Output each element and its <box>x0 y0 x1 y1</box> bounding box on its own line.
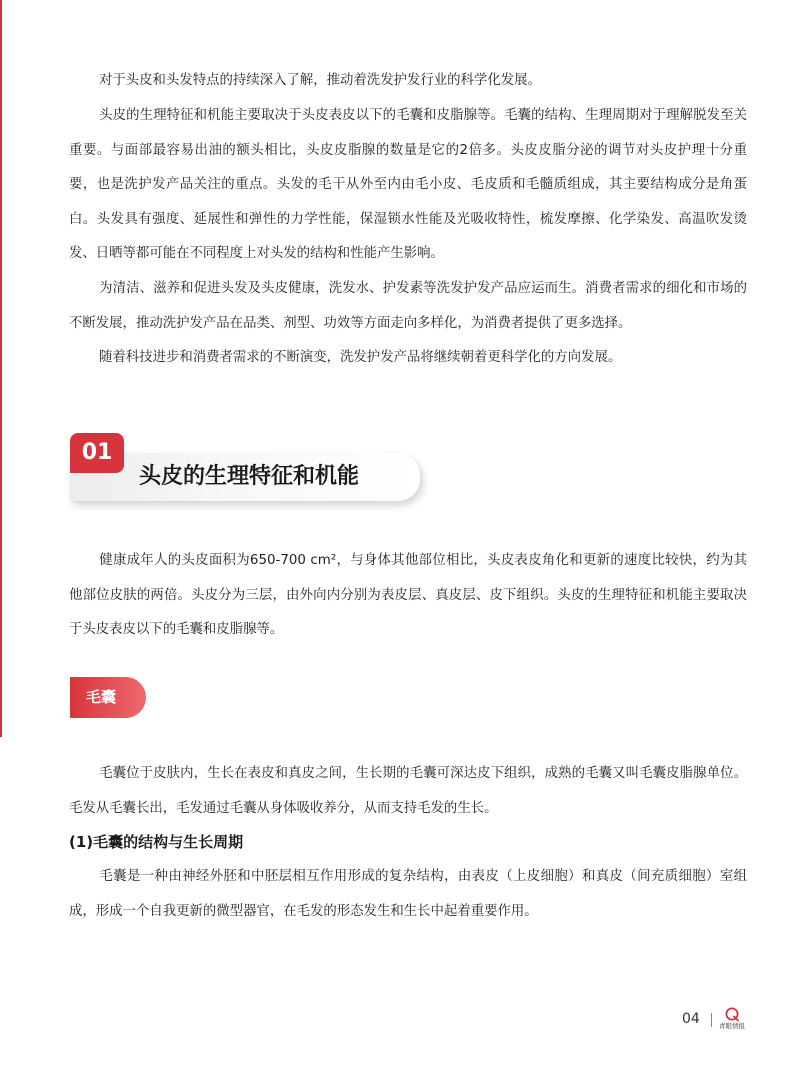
section-heading <box>70 433 422 505</box>
intro-paragraph-1: 对于头皮和头发特点的持续深入了解，推动着洗发护发行业的科学化发展。 <box>99 73 541 88</box>
subsection-heading: (1)毛囊的结构与生长周期 <box>69 833 244 851</box>
section-paragraph-1: 健康成年人的头皮面积为650-700 cm²，与身体其他部位相比，头皮表皮角化和更新的速度比较快，约为其他部位皮肤的两倍。头皮分为三层，由外向内分别为表皮层、真皮层、皮下组织。头皮的生理特征和机能主要取决于头皮表皮以下的毛囊和皮脂腺等。 <box>69 553 747 638</box>
logo-text: 青眼情报 <box>719 1022 745 1030</box>
subsection-paragraph-1: 毛囊位于皮肤内，生长在表皮和真皮之间，生长期的毛囊可深达皮下组织，成熟的毛囊又叫毛囊皮脂腺单位。毛发从毛囊长出，毛发通过毛囊从身体吸收养分，从而支持毛发的生长。 <box>69 766 747 816</box>
subsection-tag: 毛囊 <box>70 677 146 718</box>
subsection-paragraph-2: 毛囊是一种由神经外胚和中胚层相互作用形成的复杂结构，由表皮（上皮细胞）和真皮（间充质细胞）室组成，形成一个自我更新的微型器官，在毛发的形态发生和生长中起着重要作用。 <box>69 869 747 919</box>
page-footer <box>682 1007 752 1033</box>
logo-q-icon <box>724 1007 740 1022</box>
intro-paragraph-4: 随着科技进步和消费者需求的不断演变，洗发护发产品将继续朝着更科学化的方向发展。 <box>99 350 622 365</box>
section-title: 头皮的生理特征和机能 <box>139 464 360 489</box>
intro-paragraph-2: 头皮的生理特征和机能主要取决于头皮表皮以下的毛囊和皮脂腺等。毛囊的结构、生理周期对于理解脱发至关重要。与面部最容易出油的额头相比，头皮皮脂腺的数量是它的2倍多。头皮皮脂分泌的调节对头皮护理十分重要，也是洗护发产品关注的重点。头发的毛干从外至内由毛小皮、毛皮质和毛髓质组成，其主要结构成分是角蛋白。头发具有强度、延展性和弹性的力学性能，保湿锁水性能及光吸收特性，梳发摩擦、化学染发、高温吹发烫发、日晒等都可能在不同程度上对头发的结构和性能产生影响。 <box>69 108 747 262</box>
page-number: 04 <box>682 1011 700 1027</box>
intro-paragraph-3: 为清洁、滋养和促进头发及头皮健康，洗发水、护发素等洗发护发产品应运而生。消费者需求的细化和市场的不断发展，推动洗护发产品在品类、剂型、功效等方面走向多样化，为消费者提供了更多选择。 <box>69 281 747 331</box>
left-accent-rule <box>0 0 2 737</box>
footer-divider <box>711 1013 712 1027</box>
section-number-badge: 01 <box>70 433 124 473</box>
brand-logo <box>716 1007 748 1033</box>
